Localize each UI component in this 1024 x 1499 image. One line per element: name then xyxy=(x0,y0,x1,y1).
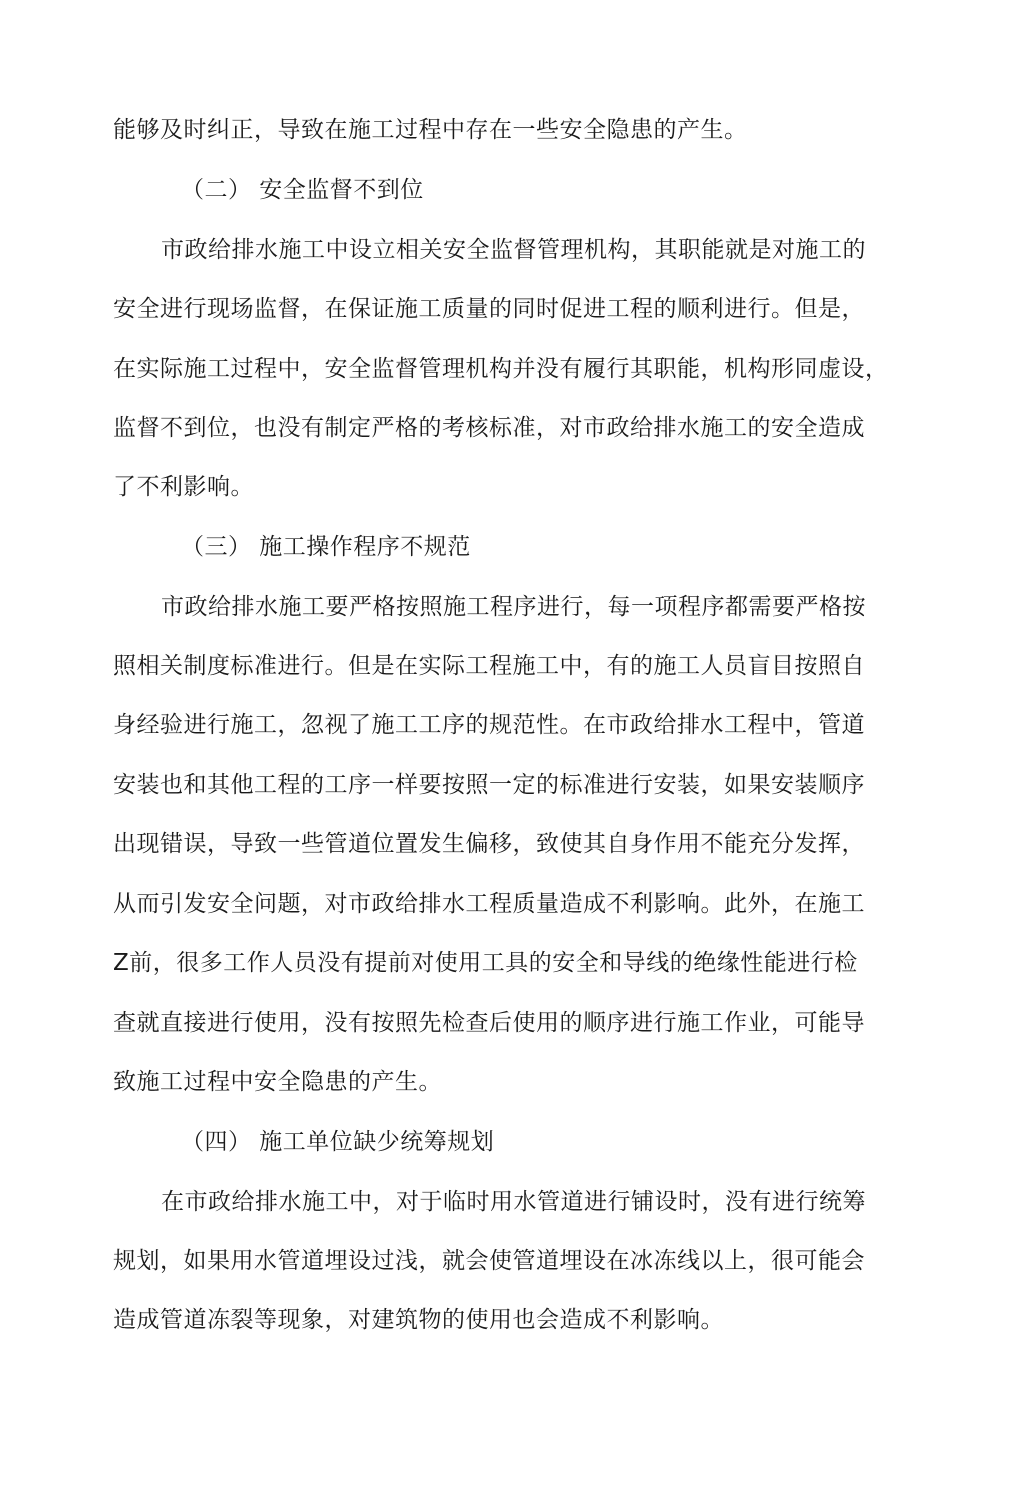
paragraph-line: 查就直接进行使用，没有按照先检查后使用的顺序进行施工作业，可能导 xyxy=(113,1010,865,1036)
paragraph-line: 身经验进行施工，忽视了施工工序的规范性。在市政给排水工程中，管道 xyxy=(113,712,865,738)
paragraph-line: 致施工过程中安全隐患的产生。 xyxy=(113,1069,442,1095)
paragraph-line: 在市政给排水施工中，对于临时用水管道进行铺设时，没有进行统筹 xyxy=(161,1189,866,1215)
paragraph-line: 造成管道冻裂等现象，对建筑物的使用也会造成不利影响。 xyxy=(113,1307,724,1333)
paragraph-line: 能够及时纠正，导致在施工过程中存在一些安全隐患的产生。 xyxy=(113,117,748,143)
paragraph-line: 安装也和其他工程的工序一样要按照一定的标准进行安装，如果安装顺序 xyxy=(113,772,865,798)
section-heading: （二） 安全监督不到位 xyxy=(181,177,424,203)
paragraph-line: 市政给排水施工要严格按照施工程序进行，每一项程序都需要严格按 xyxy=(161,594,866,620)
section-heading: （三） 施工操作程序不规范 xyxy=(181,534,471,560)
paragraph-line: Z前，很多工作人员没有提前对使用工具的安全和导线的绝缘性能进行检 xyxy=(113,950,858,976)
paragraph-line: 在实际施工过程中，安全监督管理机构并没有履行其职能，机构形同虚设， xyxy=(113,356,889,382)
paragraph-line: 照相关制度标准进行。但是在实际工程施工中，有的施工人员盲目按照自 xyxy=(113,653,865,679)
paragraph-line: 市政给排水施工中设立相关安全监督管理机构，其职能就是对施工的 xyxy=(161,237,866,263)
section-heading: （四） 施工单位缺少统筹规划 xyxy=(181,1129,495,1155)
paragraph-line: 安全进行现场监督，在保证施工质量的同时促进工程的顺利进行。但是， xyxy=(113,296,865,322)
paragraph-line: 从而引发安全问题，对市政给排水工程质量造成不利影响。此外，在施工 xyxy=(113,891,865,917)
paragraph-line: 监督不到位，也没有制定严格的考核标准，对市政给排水施工的安全造成 xyxy=(113,415,865,441)
paragraph-line: 出现错误，导致一些管道位置发生偏移，致使其自身作用不能充分发挥， xyxy=(113,831,865,857)
paragraph-line: 了不利影响。 xyxy=(113,474,254,500)
paragraph-line: 规划，如果用水管道埋设过浅，就会使管道埋设在冰冻线以上，很可能会 xyxy=(113,1248,865,1274)
